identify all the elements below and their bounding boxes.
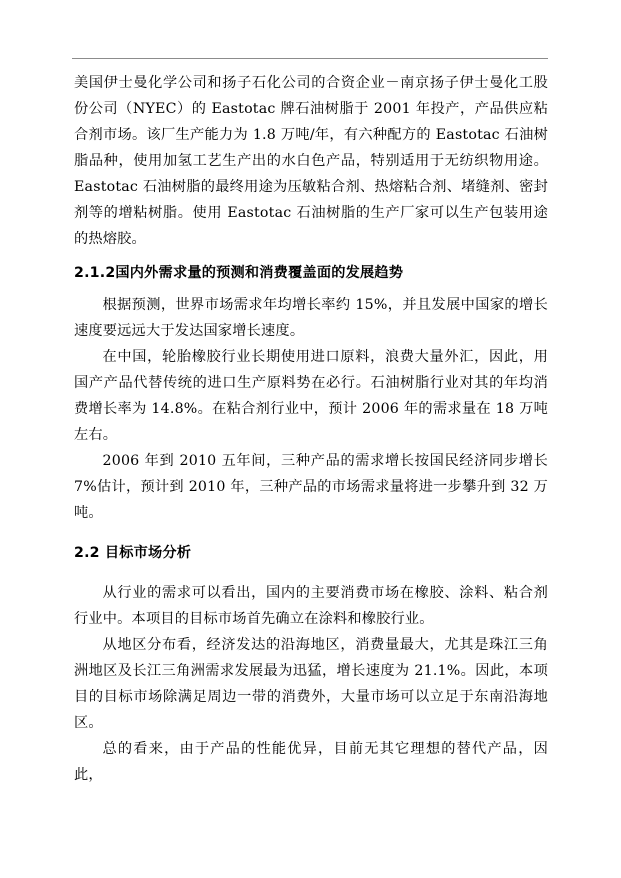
intro-paragraph: 美国伊士曼化学公司和扬子石化公司的合资企业－南京扬子伊士曼化工股份公司（NYEC）的 Eastotac 牌石油树脂于 2001 年投产，产品供应粘合剂市场。该厂生产能力为 1.8 万吨/年，有六种配方的 Eastotac 石油树脂品种，使用加氢工艺生产出的水白色产品，特别适用于无纺织物用途。Eastotac 石油树脂的最终用途为压敏粘合剂、热熔粘合剂、堵缝剂、密封剂等的增粘树脂。使用 Eastotac 石油树脂的生产厂家可以生产包装用途的热熔胶。 [74,75,548,247]
paragraph-regional: 从地区分布看，经济发达的沿海地区，消费量最大，尤其是珠江三角洲地区及长江三角洲需求发展最为迅猛，增长速度为 21.1%。因此，本项目的目标市场除满足周边一带的消费外，大量市场可以立足于东南沿海地区。 [74,637,548,731]
document-body [74,70,548,788]
paragraph-forecast: 根据预测，世界市场需求年均增长率约 15%，并且发展中国家的增长速度要远远大于发达国家增长速度。 [74,297,548,339]
paragraph-industry-demand: 从行业的需求可以看出，国内的主要消费市场在橡胶、涂料、粘合剂行业中。本项目的目标市场首先确立在涂料和橡胶行业。 [74,585,548,627]
section-heading-2-2: 2.2 目标市场分析 [74,545,192,561]
paragraph-2006-2010: 2006 年到 2010 五年间，三种产品的需求增长按国民经济同步增长 7%估计，预计到 2010 年，三种产品的市场需求量将进一步攀升到 32 万吨。 [74,453,548,521]
section-heading-2-1-2: 2.1.2国内外需求量的预测和消费覆盖面的发展趋势 [74,265,404,281]
paragraph-overall: 总的看来，由于产品的性能优异，目前无其它理想的替代产品，因此， [74,741,548,783]
header-rule [72,58,548,59]
paragraph-china: 在中国，轮胎橡胶行业长期使用进口原料，浪费大量外汇，因此，用国产产品代替传统的进口生产原料势在必行。石油树脂行业对其的年均消费增长率为 14.8%。在粘合剂行业中，预计 2006 年的需求量在 18 万吨左右。 [74,349,548,443]
